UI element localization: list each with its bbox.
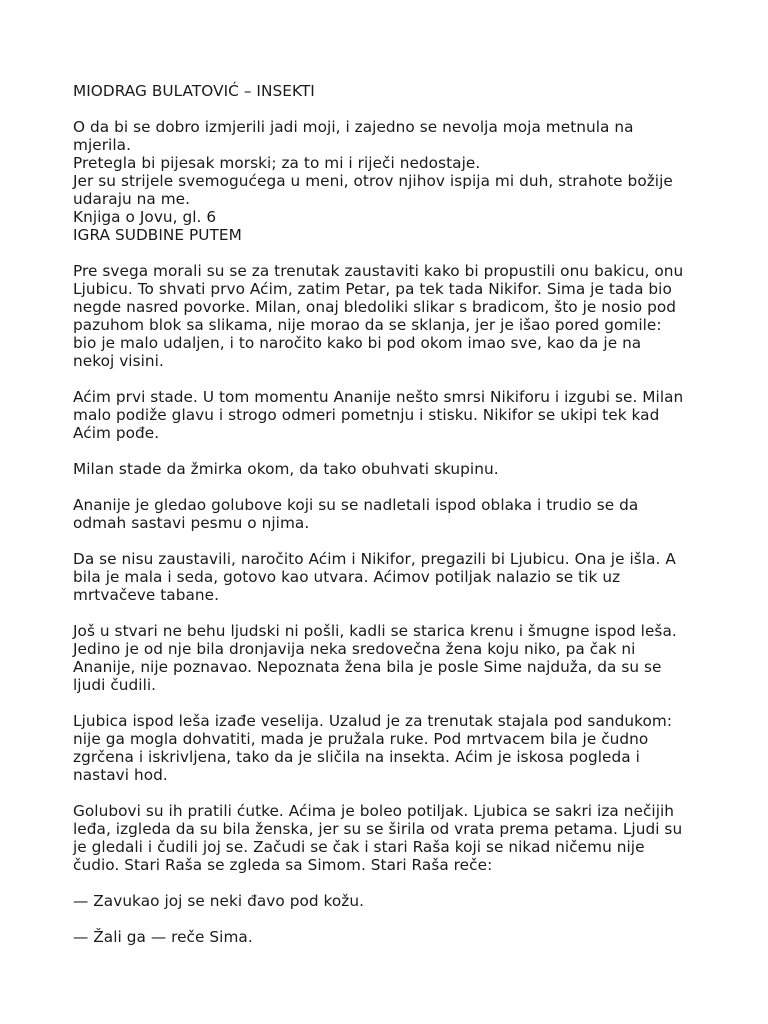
spacer xyxy=(73,874,703,892)
paragraph-line: Ljubicu. To shvati prvo Aćim, zatim Petar, pa tek tada Nikifor. Sima je tada bio xyxy=(73,280,672,298)
paragraph xyxy=(73,388,703,442)
paragraph-line: Još u stvari ne behu ljudski ni pošli, kadli se starica krenu i šmugne ispod leša. xyxy=(73,622,677,640)
epigraph-line: Jer su strijele svemogućega u meni, otrov njihov ispija mi duh, strahote božije xyxy=(73,172,673,190)
spacer xyxy=(73,478,703,496)
paragraph-line: leđa, izgleda da su bila ženska, jer su se širila od vrata prema petama. Ljudi su xyxy=(73,820,683,838)
spacer xyxy=(73,244,703,262)
spacer xyxy=(73,100,703,118)
paragraph-line: mrtvačeve tabane. xyxy=(73,586,220,604)
paragraph xyxy=(73,550,703,604)
epigraph-line: mjerila. xyxy=(73,136,131,154)
dialogue-line xyxy=(73,892,703,910)
paragraph-line: Ananije je gledao golubove koji su se nadletali ispod oblaka i trudio se da xyxy=(73,496,639,514)
epigraph-line: udaraju na me. xyxy=(73,190,191,208)
paragraph-line: Milan stade da žmirka okom, da tako obuhvati skupinu. xyxy=(73,460,499,478)
paragraph-line: negde nasred povorke. Milan, onaj bledoliki slikar s bradicom, što je nosio pod xyxy=(73,298,677,316)
paragraph-line: Da se nisu zaustavili, naročito Aćim i Nikifor, pregazili bi Ljubicu. Ona je išla. A xyxy=(73,550,676,568)
paragraph-line: Golubovi su ih pratili ćutke. Aćima je boleo potiljak. Ljubica se sakri iza nečijih xyxy=(73,802,675,820)
paragraph xyxy=(73,622,703,694)
paragraph-line: pazuhom blok sa slikama, nije morao da se sklanja, jer je išao pored gomile: xyxy=(73,316,662,334)
paragraph-line: malo podiže glavu i strogo odmeri pometnju i stisku. Nikifor se ukipi tek kad xyxy=(73,406,660,424)
epigraph xyxy=(73,118,703,226)
paragraph-line: bila je mala i seda, gotovo kao utvara. Aćimov potiljak nalazio se tik uz xyxy=(73,568,621,586)
spacer xyxy=(73,784,703,802)
paragraph-line: Aćim prvi stade. U tom momentu Ananije nešto smrsi Nikiforu i izgubi se. Milan xyxy=(73,388,684,406)
spacer xyxy=(73,532,703,550)
paragraph-line: bio je malo udaljen, i to naročito kako bi pod okom imao sve, kao da je na xyxy=(73,334,642,352)
paragraph-line: Pre svega morali su se za trenutak zaustaviti kako bi propustili onu bakicu, onu xyxy=(73,262,684,280)
paragraph-line: Aćim pođe. xyxy=(73,424,160,442)
spacer xyxy=(73,442,703,460)
document-page xyxy=(73,82,703,946)
spacer xyxy=(73,694,703,712)
paragraph-line: ljudi čudili. xyxy=(73,676,157,694)
epigraph-line: O da bi se dobro izmjerili jadi moji, i zajedno se nevolja moja metnula na xyxy=(73,118,634,136)
document-heading: MIODRAG BULATOVIĆ – INSEKTI xyxy=(73,82,315,100)
paragraph-line: Ananije, nije poznavao. Nepoznata žena bila je posle Sime najduža, da su se xyxy=(73,658,662,676)
paragraph xyxy=(73,712,703,784)
paragraph xyxy=(73,496,703,532)
paragraph-line: zgrčena i iskrivljena, tako da je sličila na insekta. Aćim je iskosa pogleda i xyxy=(73,748,640,766)
paragraph-line: Jedino je od nje bila dronjavija neka sredovečna žena koju niko, pa čak ni xyxy=(73,640,636,658)
paragraph-line: odmah sastavi pesmu o njima. xyxy=(73,514,310,532)
chapter-title: IGRA SUDBINE PUTEM xyxy=(73,226,242,244)
paragraph-line: — Zavukao joj se neki đavo pod kožu. xyxy=(73,892,365,910)
paragraph-line: čudio. Stari Raša se zgleda sa Simom. Stari Raša reče: xyxy=(73,856,493,874)
epigraph-source: Knjiga o Jovu, gl. 6 xyxy=(73,208,217,226)
paragraph xyxy=(73,262,703,370)
paragraph-line: Ljubica ispod leša izađe veselija. Uzalud je za trenutak stajala pod sandukom: xyxy=(73,712,673,730)
spacer xyxy=(73,604,703,622)
paragraph xyxy=(73,802,703,874)
epigraph-line: Pretegla bi pijesak morski; za to mi i riječi nedostaje. xyxy=(73,154,481,172)
paragraph-line: nastavi hod. xyxy=(73,766,168,784)
paragraph-line: nije ga mogla dohvatiti, mada je pružala ruke. Pod mrtvacem bila je čudno xyxy=(73,730,649,748)
spacer xyxy=(73,370,703,388)
paragraph-line: — Žali ga — reče Sima. xyxy=(73,928,253,946)
spacer xyxy=(73,910,703,928)
paragraph xyxy=(73,460,703,478)
paragraph-line: je gledali i čudili joj se. Začudi se čak i stari Raša koji se nikad ničemu nije xyxy=(73,838,645,856)
paragraph-line: nekoj visini. xyxy=(73,352,164,370)
dialogue-line xyxy=(73,928,703,946)
